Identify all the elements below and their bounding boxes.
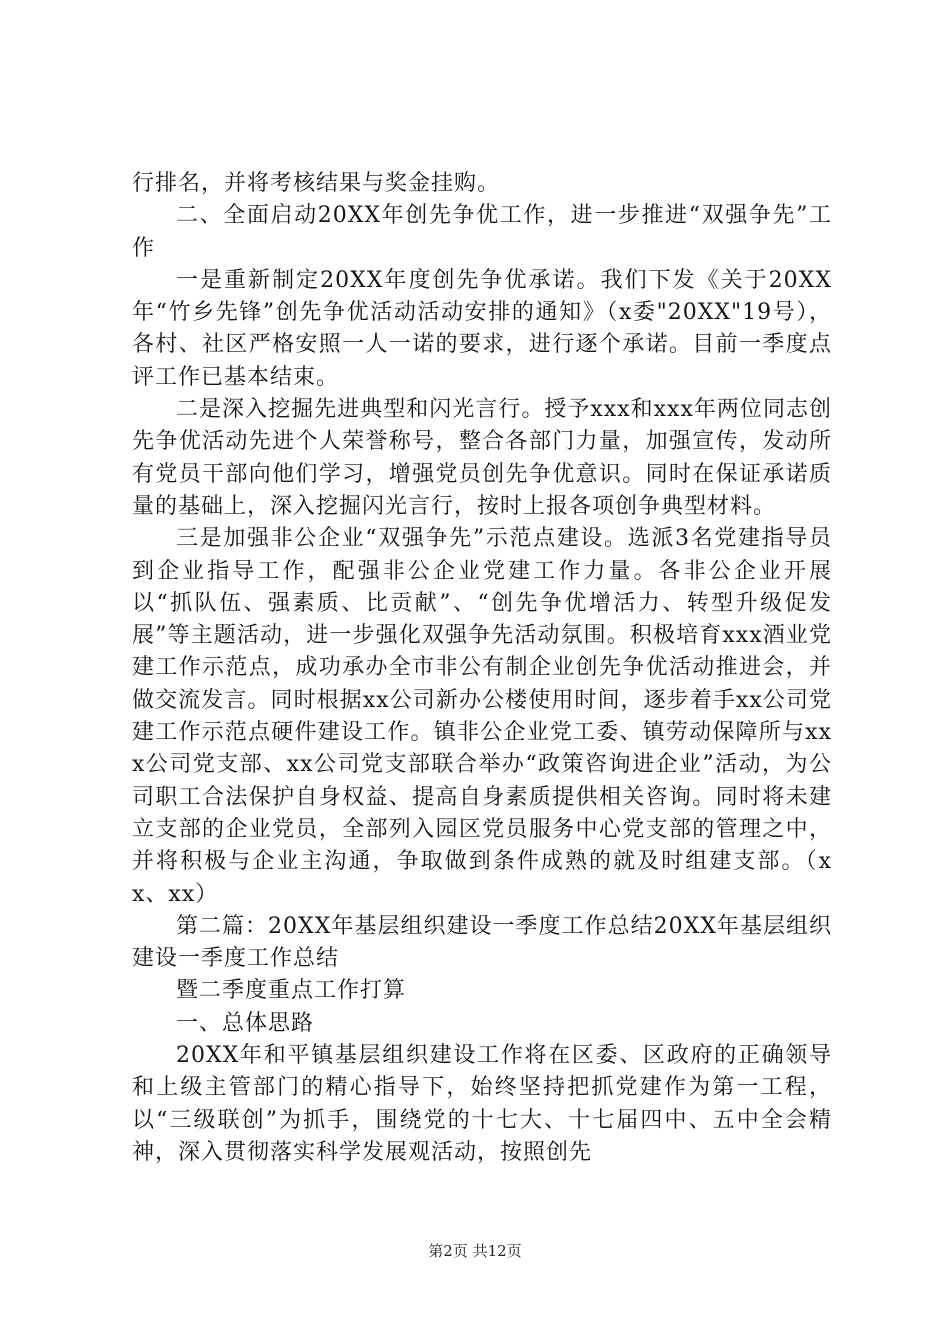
heading-overall-approach: 一、总体思路 — [176, 1010, 315, 1036]
paragraph-5: 三是加强非公企业“双强争先”示范点建设。选派3名党建指导员到企业指导工作，配强非公企业党建工作力量。各非公企业开展以“抓队伍、强素质、比贡献”、“创先争优增活力、转型升级促发展”等主题活动，进一步强化双强争先活动氛围。积极培育xxx酒业党建工作示范点，成功承办全市非公有制企业创先争优活动推进会，并做交流发言。同时根据xx公司新办公楼使用时间，逐步着手xx公司党建工作示范点硬件建设工作。镇非公企业党工委、镇劳动保障所与xxx公司党支部、xx公司党支部联合举办“政策咨询进企业”活动，为公司职工合法保护自身权益、提高自身素质提供相关咨询。同时将未建立支部的企业党员，全部列入园区党员服务中心党支部的管理之中，并将积极与企业主沟通，争取做到条件成熟的就及时组建支部。（xx、xx） — [132, 526, 832, 907]
paragraph-2: 二、全面启动20XX年创先争优工作，进一步推进“双强争先”工作 — [132, 203, 832, 261]
paragraph-3: 一是重新制定20XX年度创先争优承诺。我们下发《关于20XX年“竹乡先锋”创先争优活动活动安排的通知》（x委"20XX"19号），各村、社区严格安照一人一诺的要求，进行逐个承诺。目前一季度点评工作已基本结束。 — [132, 267, 832, 390]
document-body — [132, 168, 832, 1169]
paragraph-1: 行排名，并将考核结果与奖金挂购。 — [132, 171, 501, 196]
section-subtitle: 暨二季度重点工作打算 — [176, 978, 407, 1004]
section-title: 第二篇：20XX年基层组织建设一季度工作总结20XX年基层组织建设一季度工作总结 — [132, 913, 832, 972]
page-number-footer: 第2页 共12页 — [428, 1242, 522, 1260]
paragraph-4: 二是深入挖掘先进典型和闪光言行。授予xxx和xxx年两位同志创先争优活动先进个人荣誉称号，整合各部门力量，加强宣传，发动所有党员干部向他们学习，增强党员创先争优意识。同时在保证承诺质量的基础上，深入挖掘闪光言行，按时上报各项创争典型材料。 — [132, 397, 832, 519]
paragraph-9: 20XX年和平镇基层组织建设工作将在区委、区政府的正确领导和上级主管部门的精心指导下，始终坚持把抓党建作为第一工程，以“三级联创”为抓手，围绕党的十七大、十七届四中、五中全会精神，深入贯彻落实科学发展观活动，按照创先 — [132, 1043, 832, 1165]
